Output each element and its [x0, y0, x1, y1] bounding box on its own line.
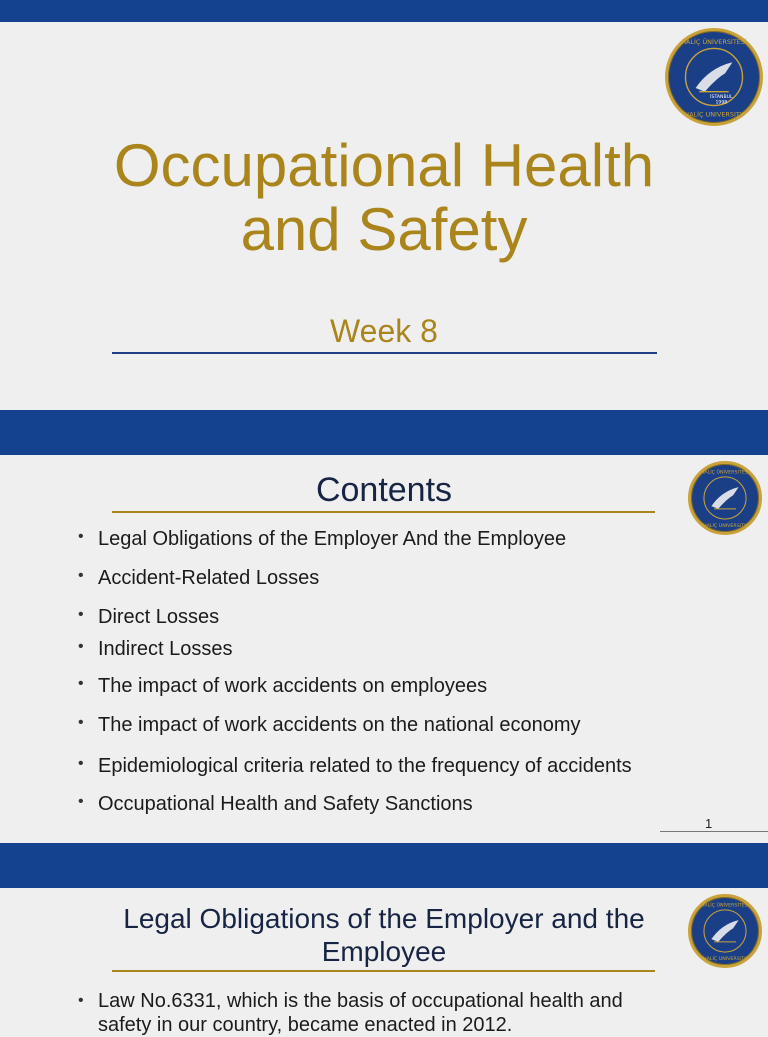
bullet-line-1: Law No.6331, which is the basis of occupational health and — [98, 990, 623, 1012]
page-number-rule — [660, 831, 768, 832]
list-item: • Direct Losses — [78, 606, 219, 629]
seal-top-text: HALİÇ ÜNİVERSİTESİ — [681, 37, 747, 46]
title-divider — [112, 352, 657, 354]
seal-city: İSTANBUL — [710, 95, 733, 101]
seal-bottom-text: HALİÇ UNIVERSITY — [703, 524, 747, 530]
title-slide — [0, 22, 768, 410]
list-item: • Indirect Losses — [78, 638, 233, 661]
seal-bottom-text: HALİÇ UNIVERSITY — [684, 110, 744, 119]
title-line-2: and Safety — [240, 196, 528, 263]
list-item: • Accident-Related Losses — [78, 567, 319, 590]
top-band — [0, 0, 768, 22]
contents-heading: Contents — [315, 471, 453, 509]
list-item: • The impact of work accidents on employees — [78, 675, 487, 698]
page-number: 1 — [705, 816, 713, 831]
seal-top-text: HALİÇ ÜNİVERSİTESİ — [700, 470, 750, 476]
list-item: • The impact of work accidents on the national economy — [78, 714, 580, 737]
university-seal-icon — [665, 28, 763, 126]
legal-bullets — [78, 888, 718, 1036]
list-item — [78, 989, 623, 1037]
contents-slide — [0, 455, 768, 843]
list-item: • Occupational Health and Safety Sanctions — [78, 793, 473, 816]
bullet-line-2: safety in our country, became enacted in 2012. — [98, 1014, 513, 1036]
heading-line-1: Legal Obligations of the Employer and the — [123, 903, 645, 934]
legal-obligations-slide — [0, 888, 768, 1036]
seal-year: 1998 — [715, 100, 728, 106]
list-item: • Epidemiological criteria related to the frequency of accidents — [78, 755, 632, 778]
week-subtitle: Week 8 — [330, 313, 438, 349]
middle-band-2 — [0, 843, 768, 888]
contents-list — [78, 455, 718, 843]
title-line-1: Occupational Health — [113, 132, 655, 199]
middle-band-1 — [0, 410, 768, 455]
list-item: • Legal Obligations of the Employer And the Employee — [78, 528, 566, 551]
heading-line-2: Employee — [321, 936, 447, 967]
seal-top-text: HALİÇ ÜNİVERSİTESİ — [700, 903, 750, 909]
presentation-title — [0, 134, 768, 262]
seal-bottom-text: HALİÇ UNIVERSITY — [703, 957, 747, 963]
